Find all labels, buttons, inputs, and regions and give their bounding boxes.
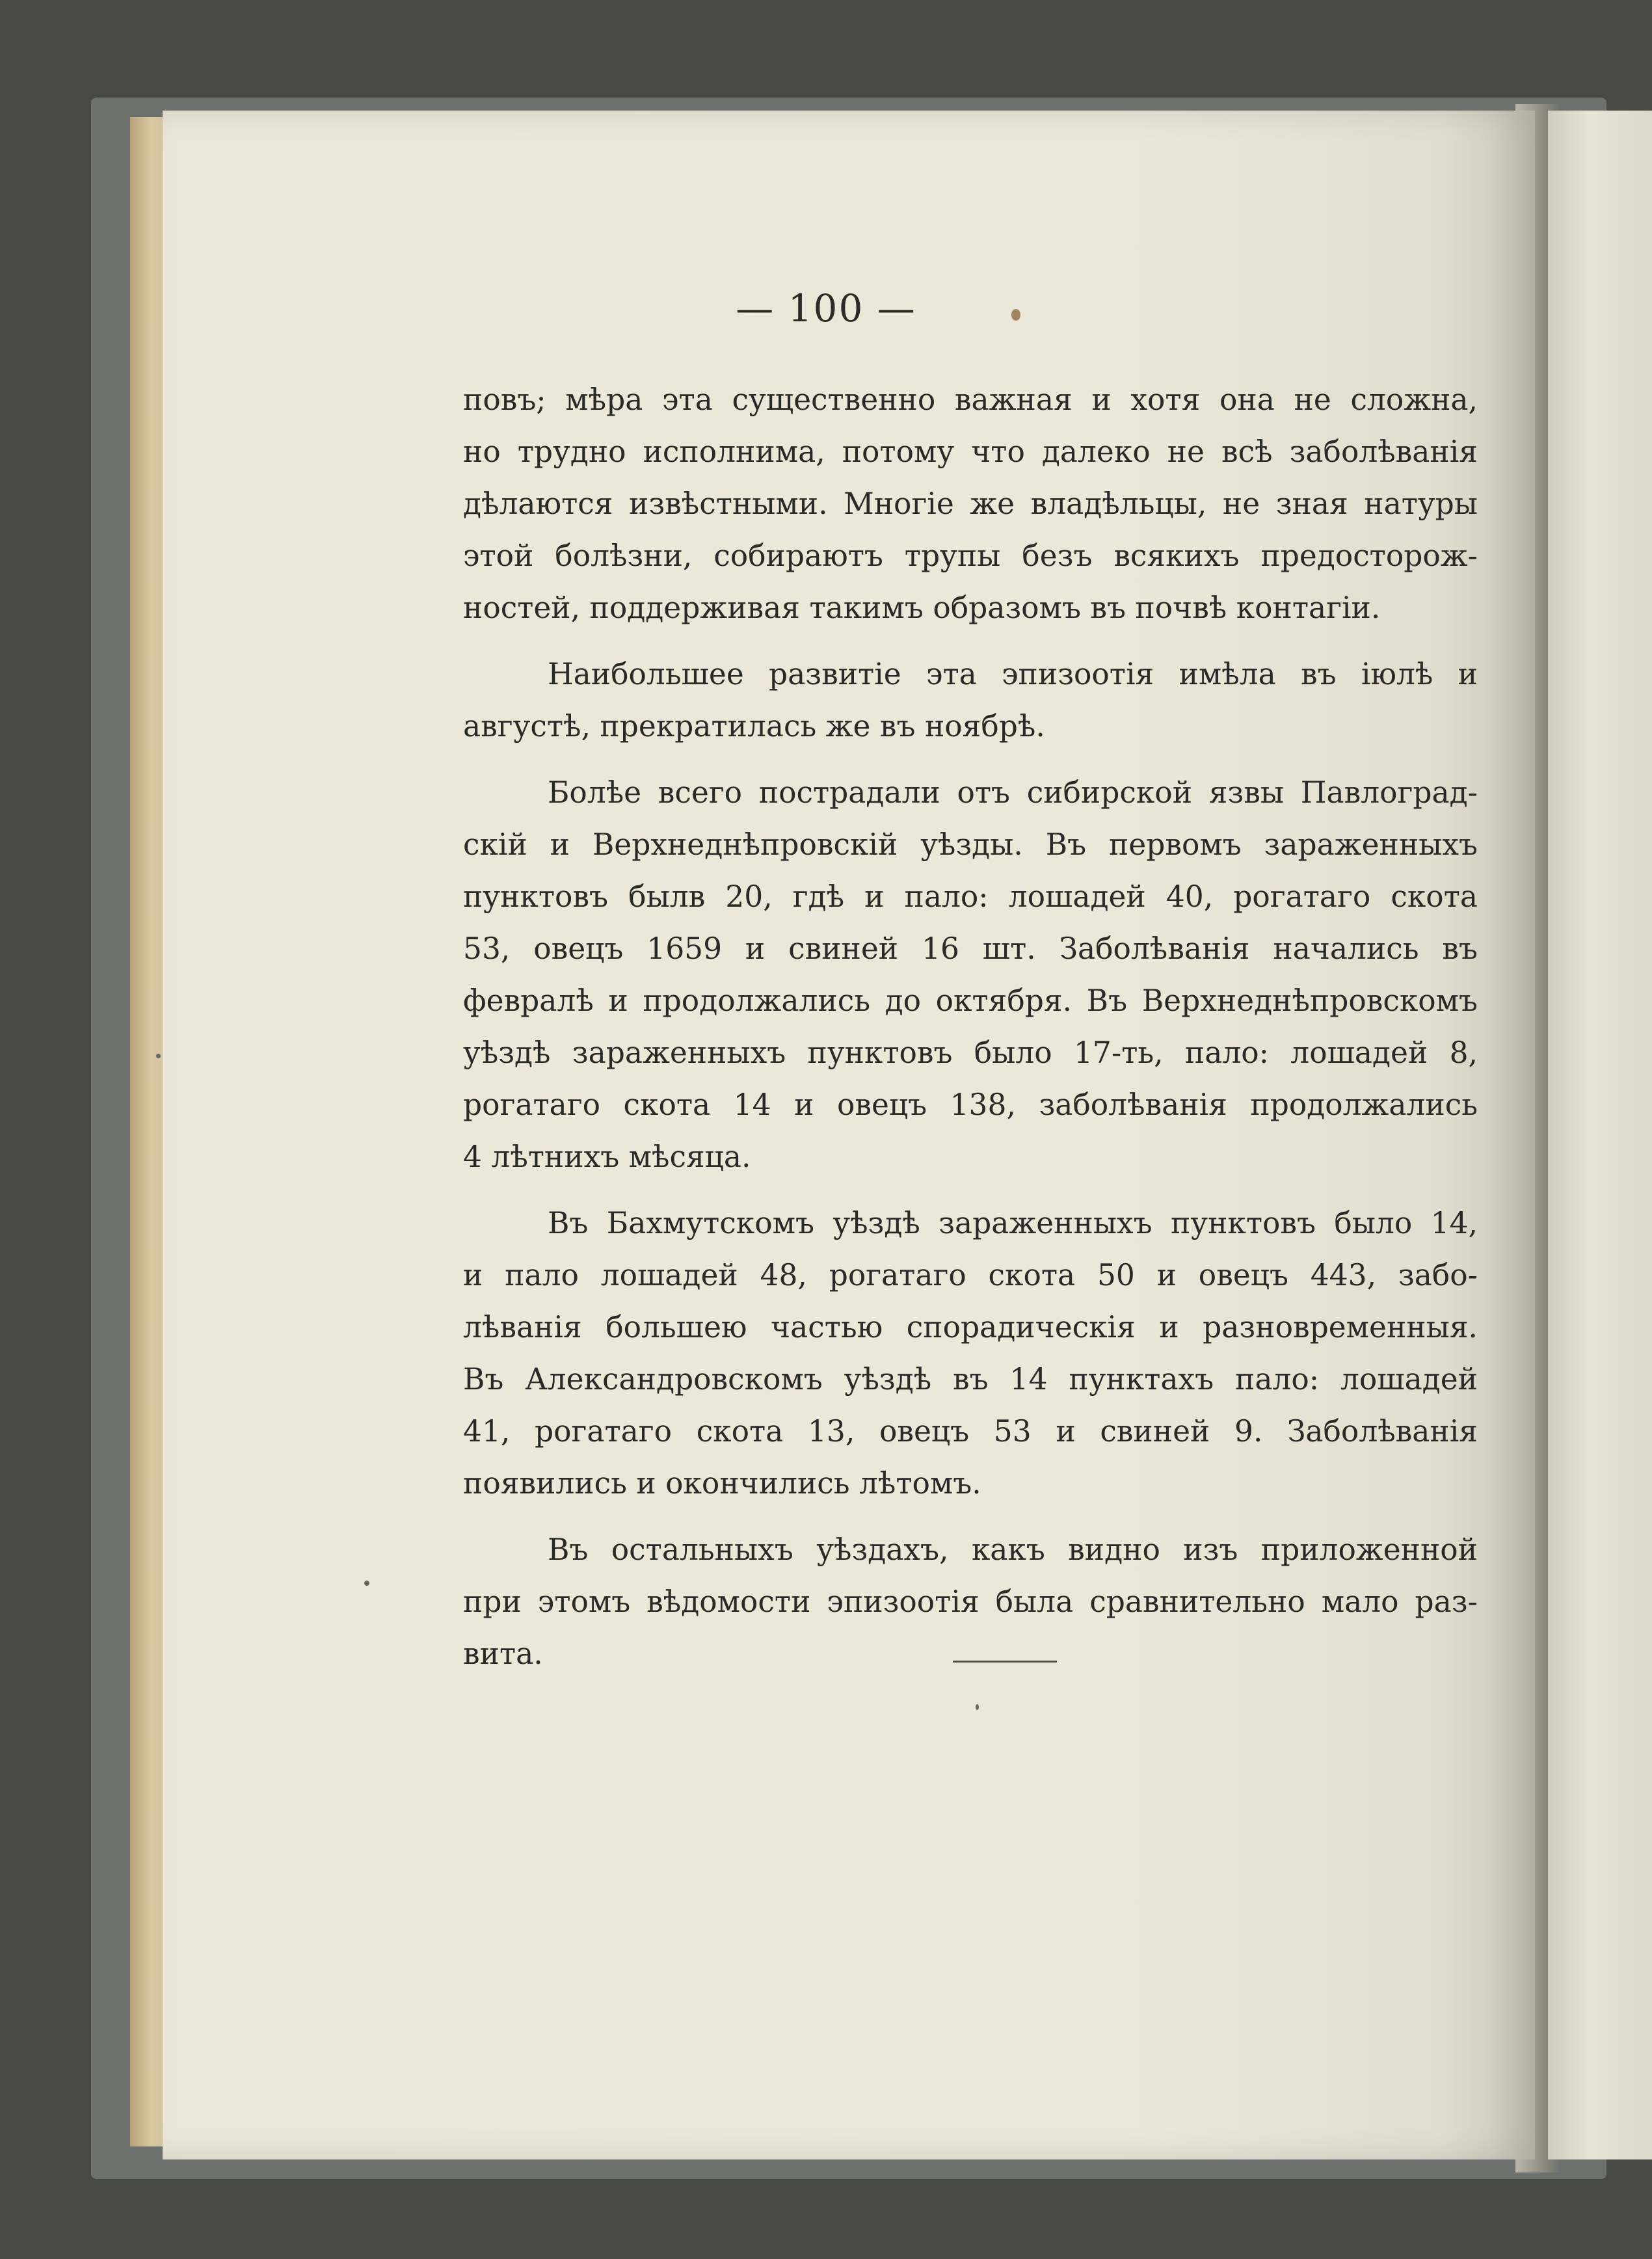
text-line: скій и Верхнеднѣпровскій уѣзды. Въ первомъ зараженныхъ (463, 827, 1478, 862)
text-line: уѣздѣ зараженныхъ пунктовъ было 17-ть, пало: лошадей 8, (463, 1036, 1478, 1070)
text-line: 53, овецъ 1659 и свиней 16 шт. Заболѣванія начались въ (463, 931, 1478, 966)
text-line: при этомъ вѣдомости эпизоотія была сравнительно мало раз- (463, 1584, 1478, 1619)
text-line: 41, рогатаго скота 13, овецъ 53 и свиней 9. Заболѣванія (463, 1414, 1478, 1449)
text-line: лѣванія большею частью спорадическія и разновременныя. (463, 1310, 1478, 1344)
text-line: рогатаго скота 14 и овецъ 138, заболѣванія продолжались (463, 1088, 1478, 1122)
text-line: 4 лѣтнихъ мѣсяца. (463, 1140, 751, 1174)
text-line: августѣ, прекратилась же въ ноябрѣ. (463, 709, 1045, 743)
text-line: дѣлаются извѣстными. Многіе же владѣльцы, не зная натуры (463, 487, 1478, 521)
text-line: этой болѣзни, собираютъ трупы безъ всякихъ предосторож- (463, 539, 1478, 573)
text-line: февралѣ и продолжались до октября. Въ Верхнеднѣпровскомъ (463, 983, 1478, 1018)
paragraph-4 (463, 1197, 1478, 1510)
text-line: Болѣе всего пострадали отъ сибирской язвы Павлоград- (548, 775, 1478, 810)
page-number: — 100 — (736, 286, 916, 330)
text-line: Въ Бахмутскомъ уѣздѣ зараженныхъ пунктовъ было 14, (548, 1206, 1478, 1240)
text-line: вита. (463, 1637, 543, 1671)
text-line: Наибольшее развитіе эта эпизоотія имѣла въ іюлѣ и (548, 657, 1478, 691)
next-page-edge (1548, 111, 1652, 2159)
paragraph-2 (463, 648, 1478, 753)
paper-speck (364, 1581, 369, 1586)
text-line: ностей, поддерживая такимъ образомъ въ почвѣ контагіи. (463, 591, 1381, 625)
paragraph-5 (463, 1524, 1478, 1680)
paragraph-3 (463, 767, 1478, 1183)
text-line: и пало лошадей 48, рогатаго скота 50 и овецъ 443, забо- (463, 1258, 1478, 1292)
text-line: но трудно исполнима, потому что далеко не всѣ заболѣванія (463, 434, 1478, 469)
end-rule (953, 1661, 1057, 1663)
text-line: Въ Александровскомъ уѣздѣ въ 14 пунктахъ пало: лошадей (463, 1362, 1478, 1397)
paper-speck (156, 1054, 161, 1058)
text-line: Въ остальныхъ уѣздахъ, какъ видно изъ приложенной (548, 1532, 1478, 1567)
text-line: пунктовъ былв 20, гдѣ и пало: лошадей 40, рогатаго скота (463, 879, 1478, 914)
paper-speck (976, 1704, 979, 1710)
body-text (463, 374, 1478, 1694)
paragraph-1 (463, 374, 1478, 634)
text-line: появились и окончились лѣтомъ. (463, 1466, 981, 1501)
text-line: повъ; мѣра эта существенно важная и хотя она не сложна, (463, 382, 1478, 417)
